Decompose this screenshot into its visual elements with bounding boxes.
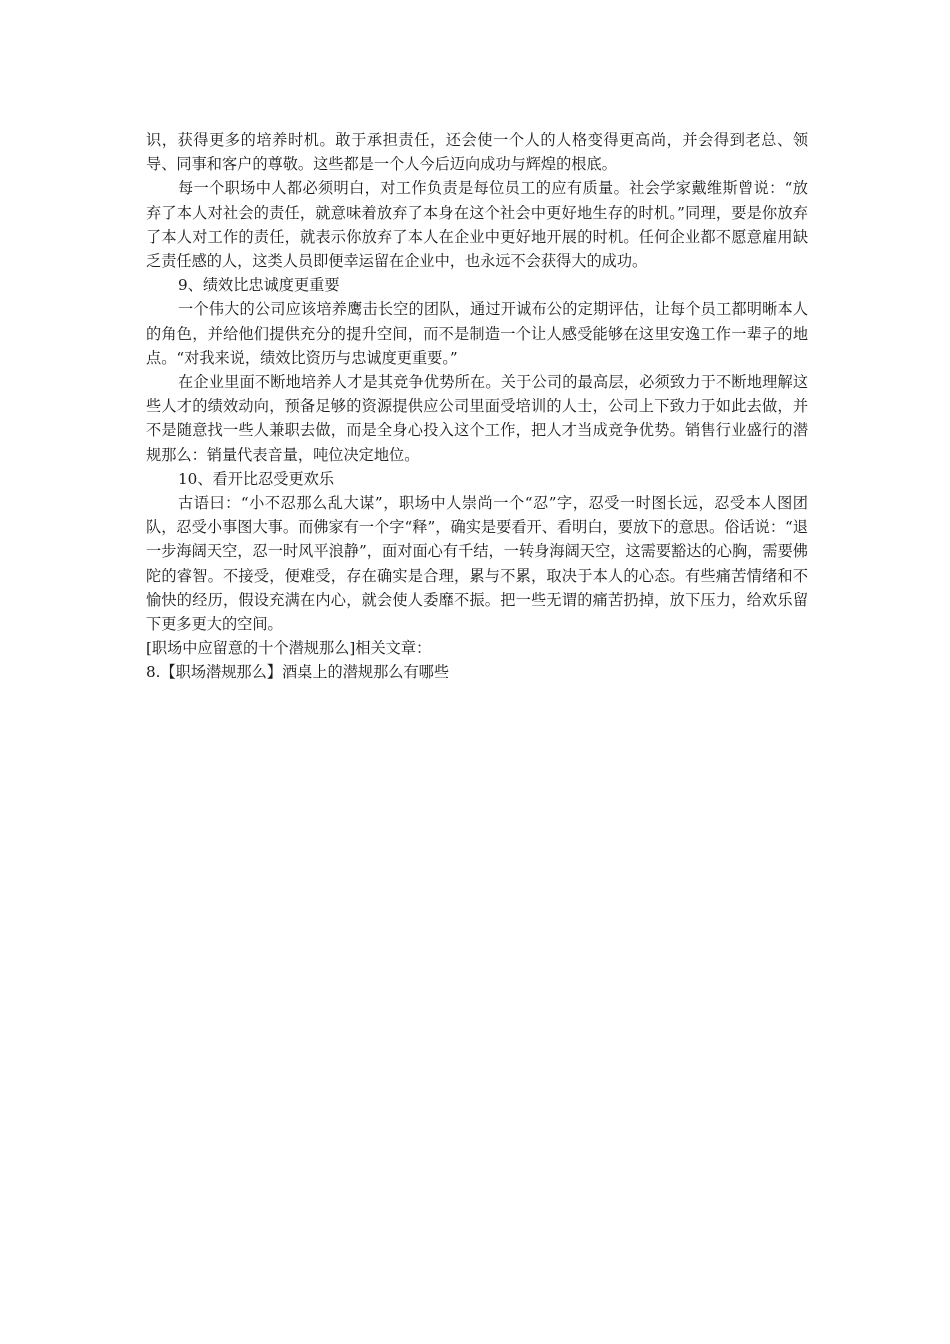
- paragraph-talent-advantage: 在企业里面不断地培养人才是其竞争优势所在。关于公司的最高层，必须致力于不断地理解这些人才的绩效动向，预备足够的资源提供应公司里面受培训的人士，公司上下致力于如此去做，并不是随意找一些人兼职去做，而是全身心投入这个工作，把人才当成竞争优势。销售行业盛行的潜规那么：销量代表音量，吨位决定地位。: [146, 373, 808, 464]
- section-heading-10: 10、看开比忍受更欢乐: [178, 469, 335, 488]
- related-articles-heading: [职场中应留意的十个潜规那么]相关文章：: [146, 639, 432, 658]
- section-heading-9: 9、绩效比忠诚度更重要: [178, 276, 340, 295]
- document-page: [146, 128, 808, 685]
- related-article-link[interactable]: 8.【职场潜规那么】酒桌上的潜规那么有哪些: [146, 663, 450, 682]
- paragraph-responsibility-continued: 识，获得更多的培养时机。敢于承担责任，还会使一个人的人格变得更高尚，并会得到老总、领导、同事和客户的尊敬。这些都是一个人今后迈向成功与辉煌的根底。: [146, 131, 808, 174]
- paragraph-let-go: 古语曰：“小不忍那么乱大谋”，职场中人崇尚一个“忍”字，忍受一时图长远，忍受本人图团队，忍受小事图大事。而佛家有一个字“释”，确实是要看开、看明白，要放下的意思。俗话说：“退一步海阔天空，忍一时风平浪静”，面对面心有千结，一转身海阔天空，这需要豁达的心胸，需要佛陀的睿智。不接受，便难受，存在确实是合理，累与不累，取决于本人的心态。有些痛苦情绪和不愉快的经历，假设充满在内心，就会使人委靡不振。把一些无谓的痛苦扔掉，放下压力，给欢乐留下更多更大的空间。: [146, 494, 808, 634]
- paragraph-workplace-responsibility: 每一个职场中人都必须明白，对工作负责是每位员工的应有质量。社会学家戴维斯曾说：“放弃了本人对社会的责任，就意味着放弃了本身在这个社会中更好地生存的时机。”同理，要是你放弃了本人对工作的责任，就表示你放弃了本人在企业中更好地开展的时机。任何企业都不愿意雇用缺乏责任感的人，这类人员即便幸运留在企业中，也永远不会获得大的成功。: [146, 179, 808, 271]
- paragraph-great-company: 一个伟大的公司应该培养鹰击长空的团队，通过开诚布公的定期评估，让每个员工都明晰本人的角色，并给他们提供充分的提升空间，而不是制造一个让人感受能够在这里安逸工作一辈子的地点。“对我来说，绩效比资历与忠诚度更重要。”: [146, 300, 808, 367]
